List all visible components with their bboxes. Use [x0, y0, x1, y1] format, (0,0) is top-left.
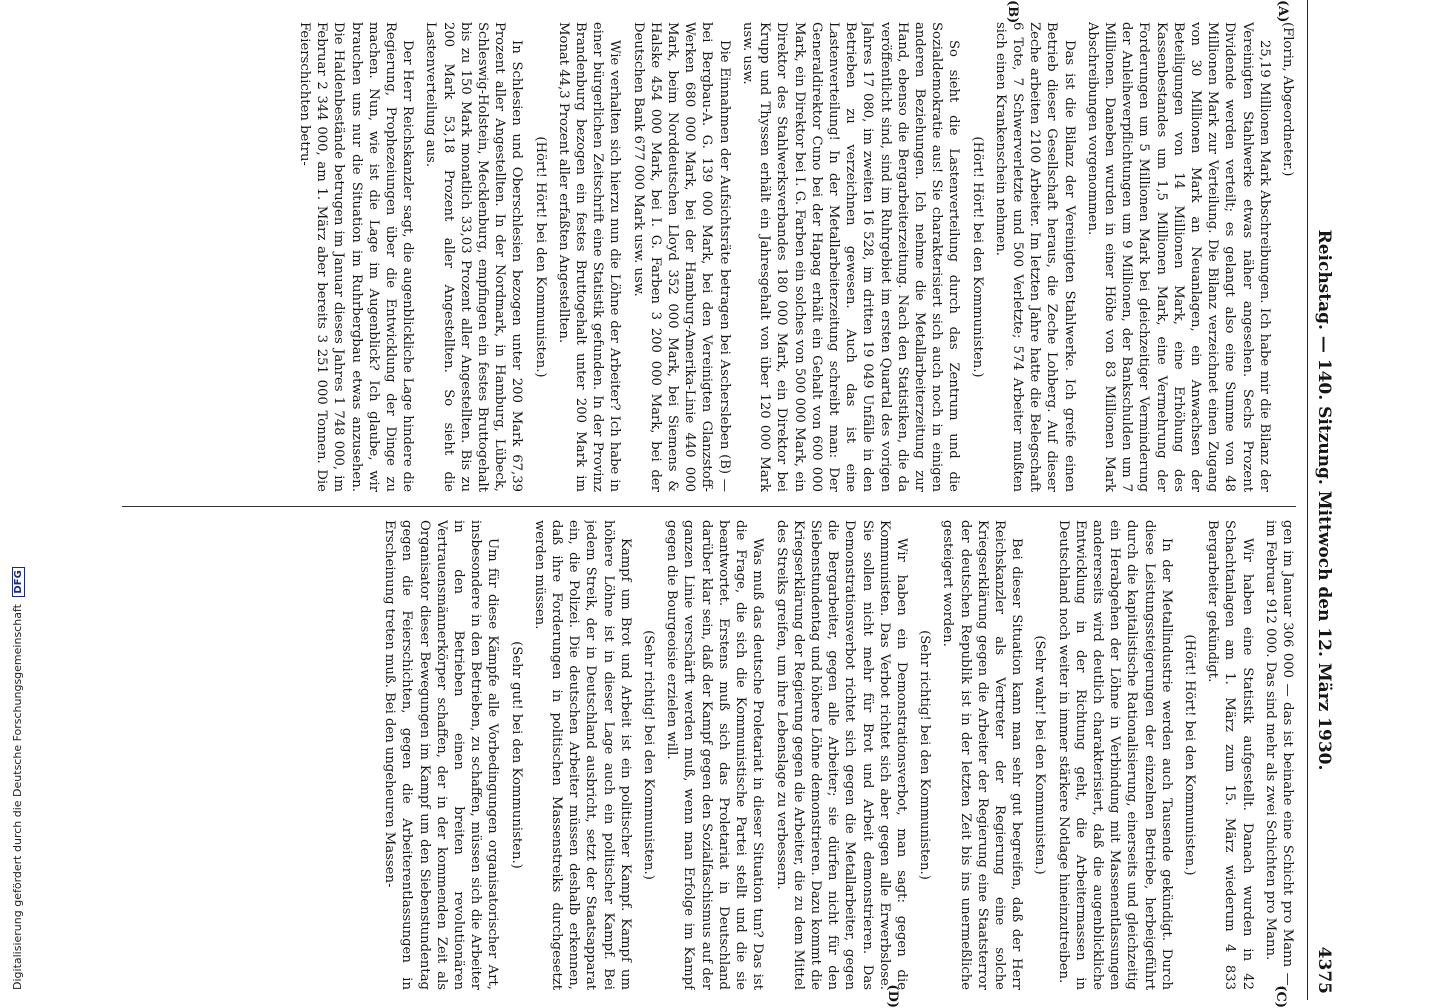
- interjection: (Sehr gut! bei den Kommunisten.): [508, 641, 524, 869]
- margin-letter-a: (A): [1275, 0, 1290, 23]
- margin-letter-c: (C): [1273, 985, 1288, 1008]
- paragraph: Was muß das deutsche Proletariat in dieser Situation tun? Das ist die Frage, die sich die Kommunistische Partei stellt und die sie beantwortet. Erstens muß sich das Proletariat in Deutschland darüber klar sein, daß der Kampf gegen den Sozialfaschismus auf der ganzen Linie verschärft werden muß, wenn man Erfolge im Kampf gegen die Bourgeoisie erzielen will.: [664, 520, 766, 990]
- paragraph: Bei dieser Situation kann man sehr gut begreifen, daß der Herr Reichskanzler als Vertreter der Regierung eine solche Kriegserklärung gegen die Arbeiter der Regierung eine Staatsterror der deutschen Republik ist in der letzten Zeit bis ins unermeßliche gesteigert worden.: [940, 520, 1025, 990]
- digitization-credit-text: Digitalisierung gefördert durch die Deutsche Forschungsgemeinschaft: [11, 604, 24, 990]
- left-column: [120, 22, 1296, 492]
- paragraph: Um für diese Kämpfe alle Vorbedingungen organisatorischer Art, insbesondere in den Betrieben, zu schaffen, müssen sich die Arbeiter in den Betrieben einen breiten revolutionären Vertrauensmännerkörper schaffen, der in der kommenden Zeit als Organisator dieser Bewegungen im Kampf um den Siebenstundentag gegen die Feierschichten, gegen die Arbeiterentlassungen in Erscheinung treten muß. Bei den ungeheuren Massen-: [382, 520, 501, 990]
- paragraph: (Florin, Abgeordneter.): [1280, 22, 1295, 177]
- sidebar-footer: [0, 0, 22, 1000]
- dfg-logo: DFG: [12, 567, 25, 596]
- paragraph: So sieht die Lastenverteilung durch das Zentrum und die Sozialdemokratie aus! Sie charakterisiert sich auch noch in einigen anderen Beziehungen. Ich nehme die Metallarbeiterzeitung zur Hand, ebenso die Bergarbeiterzeitung. Nach den Statistiken, die da veröffentlicht sind, sind im Ruhrgebiet im ersten Quartal des vorigen Jahres 17 080, im zweiten 16 528, im dritten 19 049 Unfälle in den Betrieben zu verzeichnen gewesen. Auch das ist eine Lastenverteilung! In der Metallarbeiterzeitung schreibt man: Der Generaldirektor Cuno bei der Hapag erhält ein Gehalt von 600 000 Mark, ein Direktor bei I. G. Farben ein solches von 500 000 Mark, ein Direktor des Stahlwerksverbandes 180 000 Mark, ein Direktor bei Krupp und Thyssen erhält ein Jahresgehalt von über 120 000 Mark usw. usw.: [739, 22, 962, 492]
- interjection: (Hört! Hört! bei den Kommunisten.): [532, 136, 548, 378]
- paragraph: Das ist die Bilanz der Vereinigten Stahlwerke. Ich greife einen Betrieb dieser Gesellschaft heraus, die Zeche Lohberg. Auf dieser Zeche arbeiten 2100 Arbeiter. Im letzten Jahre hatte die Belegschaft 6 Tote, 7 Schwerverletzte und 500 Verletzte; 574 Arbeiter mußten sich einen Krankenschein nehmen.: [992, 22, 1077, 492]
- paragraph: 25,19 Millionen Mark Abschreibungen. Ich habe mir die Bilanz der Vereinigten Stahlwerke etwas näher angesehen. Sechs Prozent Dividende werden verteilt; es gelangt also eine Summe von 48 Millionen Mark zur Verteilung. Die Bilanz verzeichnet einen Zugang von 30 Millionen Mark an Neuanlagen, ein Anwachsen der Beteiligungen von 14 Millionen Mark, eine Erhöhung des Kassenbestandes um 1,5 Millionen Mark, eine Vermehrung der Forderungen um 5 Millionen Mark bei gleichzeitiger Verminderung der Anleiheverpflichtungen um 9 Millionen, der Bankschulden um 7 Millionen. Daneben wurden in einer Höhe von 83 Millionen Mark Abschreibungen vorgenommen.: [1084, 22, 1272, 492]
- right-column: [120, 520, 1296, 990]
- paragraph: In der Metallindustrie werden auch Tausende gekündigt. Durch diese Leistungssteigerungen der einzelnen Betriebe, herbeigeführt durch die kapitalistische Rationalisierung, einerseits und gleichzeitig ein Herabgehen der Löhne in Verbindung mit Massenentlassungen andererseits wird deutlich charakterisiert, daß die augenblickliche Entwicklung in der Richtung geht, die Arbeitermassen in Deutschland noch weiter in immer stärkere Notlage hineinzutreiben.: [1055, 520, 1174, 990]
- digitization-credit: [11, 567, 25, 990]
- interjection: (Sehr wahr! bei den Kommunisten.): [1032, 635, 1048, 875]
- interjection: (Sehr richtig! bei den Kommunisten.): [917, 630, 933, 880]
- paragraph: Kampf um Brot und Arbeit ist ein politischer Kampf. Kampf um höhere Löhne ist in dieser Lage auch ein politischer Kampf. Bei jedem Streik, der in Deutschland ausbricht, setzt der Staatsapparat ein, die Polizei. Die deutschen Arbeiter müssen deshalb erkennen, daß ihre Forderungen in politischen Massenstreiks durchgesetzt werden müssen.: [531, 520, 633, 990]
- margin-letter-b: (B): [1005, 0, 1020, 24]
- paragraph: In Schlesien und Oberschlesien bezogen unter 200 Mark 67,39 Prozent aller Angestellten. In der Nordmark, in Hamburg, Lübeck, Schleswig-Holstein, Mecklenburg, empfingen ein festes Bruttogehalt bis zu 150 Mark monatlich 33,03 Prozent aller Angestellten. Bis zu 200 Mark 53,18 Prozent aller Angestellten. So sieht die Lastenverteilung aus.: [423, 22, 525, 492]
- document-page: [112, 0, 1340, 1008]
- interjection: (Hört! Hört! bei den Kommunisten.): [969, 136, 985, 378]
- paragraph: Die Einnahmen der Aufsichtsräte betragen bei Aschersleben (B) — bei Bergbau-A. G. 139 000 Mark, bei den Vereinigten Glanzstoff-Werken 680 000 Mark, bei der Hamburg-Amerika-Linie 440 000 Mark, beim Norddeutschen Lloyd 352 000 Mark, bei Siemens & Halske 454 000 Mark, bei I. G. Farben 3 200 000 Mark, bei der Deutschen Bank 677 000 Mark usw. usw.: [630, 22, 732, 492]
- interjection: (Hört! Hört! bei den Kommunisten.): [1181, 634, 1197, 876]
- column-divider: [122, 506, 1296, 507]
- paragraph: Wir haben ein Demonstrationsverbot, man sagt: gegen die Kommunisten. Das Verbot richtet sich aber gegen alle Erwerbslose. Sie sollen nicht mehr für Brot und Arbeit demonstrieren. Das Demonstrationsverbot richtet sich gegen die Metallarbeiter, gegen die Bergarbeiter, gegen alle Arbeiter; sie dürfen nicht für den Siebenstundentag und höhere Löhne demonstrieren. Dazu kommt die Kriegserklärung der Regierung gegen die Arbeiter, die zu dem Mittel des Streiks greifen, um ihre Lebenslage zu verbessern.: [773, 520, 909, 990]
- interjection: (Sehr richtig! bei den Kommunisten.): [641, 630, 657, 880]
- page-number: 4375: [1314, 946, 1334, 994]
- paragraph: Der Herr Reichskanzler sagt, die augenblickliche Lage hindere die Regierung, Prophezeiungen über die Entwicklung der Dinge zu machen. Nun, wie ist die Lage im Augenblick? Ich glaube, wir brauchen uns nur die Situation im Ruhrbergbau etwas anzusehen. Die Haldenbestände betrugen im Januar dieses Jahres 1 748 000, im Februar 2 344 000, am 1. März aber bereits 3 251 000 Tonnen. Die Feierschichten betru-: [297, 22, 416, 492]
- paragraph: Wir haben eine Statistik aufgestellt. Danach wurden in 42 Schachtanlagen am 1. März zum 15. März wiederum 4 833 Bergarbeiter gekündigt.: [1205, 520, 1255, 990]
- running-head: [1307, 0, 1340, 1000]
- page-title: Reichstag. — 140. Sitzung. Mittwoch den 12. März 1930.: [1314, 229, 1334, 771]
- paragraph: gen im Januar 306 000 — das ist beinahe eine Schicht pro Mann —, im Februar 912 000. Das sind mehr als zwei Schichten pro Mann.: [1262, 520, 1295, 990]
- paragraph: Wie verhalten sich hierzu nun die Löhne der Arbeiter? Ich habe in einer bürgerlichen Zeitschrift eine Statistik gefunden. In der Provinz Brandenburg bezogen ein festes Bruttogehalt unter 200 Mark im Monat 44,3 Prozent aller erfaßten Angestellten.: [555, 22, 623, 492]
- margin-letter-d: (D): [885, 984, 900, 1008]
